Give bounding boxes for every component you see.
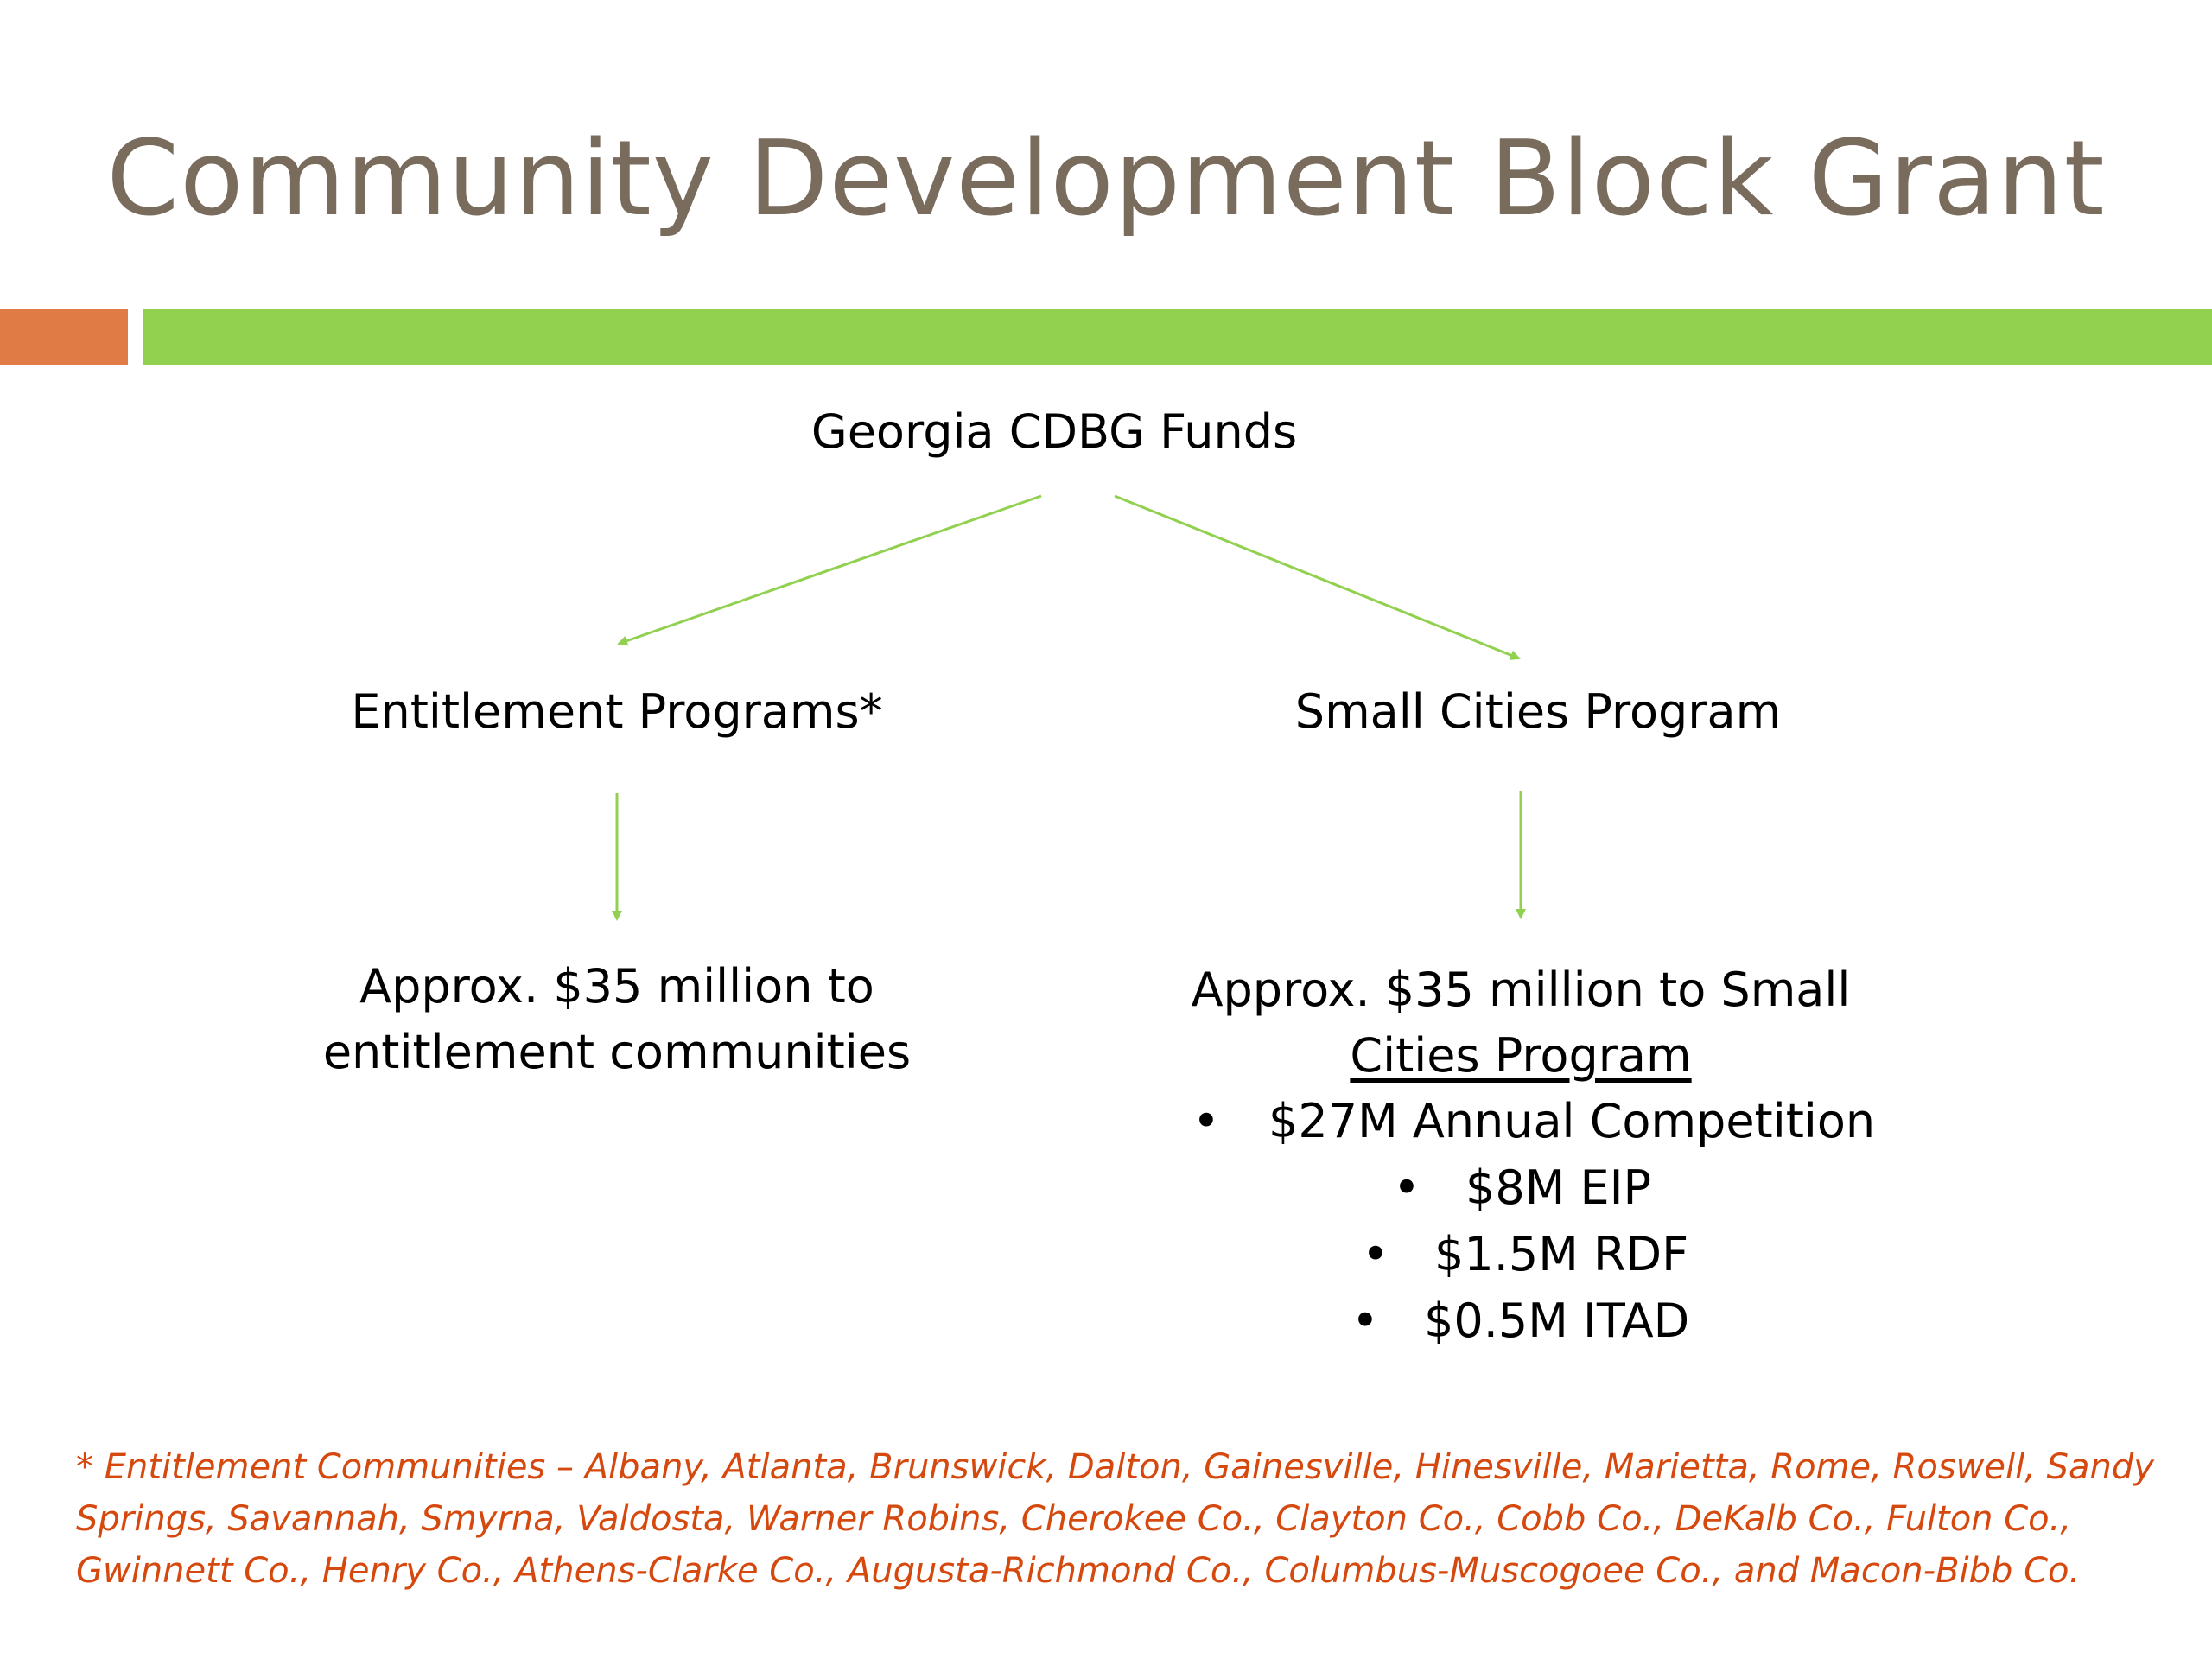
small-cities-amount-line2: Cities Program	[1350, 1028, 1692, 1083]
entitlement-programs-label: Entitlement Programs*	[351, 684, 883, 739]
entitlement-amount-line2: entitlement communities	[322, 1025, 912, 1079]
bullet-item	[1175, 1222, 1936, 1288]
arrow-root-to-small-cities	[1115, 496, 1519, 658]
small-cities-amount-text	[1106, 957, 1936, 1089]
bullet-text: $0.5M ITAD	[1424, 1294, 1690, 1348]
bullet-icon: •	[1362, 1227, 1389, 1281]
arrow-root-to-entitlement	[619, 496, 1041, 644]
slide-title: Community Development Block Grant	[106, 119, 2106, 239]
bullet-text: $1.5M RDF	[1434, 1227, 1689, 1281]
bullet-icon: •	[1351, 1294, 1379, 1348]
bullet-icon: •	[1393, 1160, 1421, 1215]
bullet-item	[1175, 1288, 1936, 1355]
entitlement-amount-line1: Approx. $35 million to	[359, 959, 874, 1014]
bullet-item	[1175, 1089, 1936, 1155]
small-cities-program-label: Small Cities Program	[1294, 684, 1782, 739]
root-node-label: Georgia CDBG Funds	[810, 404, 1298, 459]
bullet-icon: •	[1192, 1094, 1220, 1148]
bullet-item	[1175, 1155, 1936, 1222]
small-cities-bullet-list	[1175, 1089, 1936, 1355]
entitlement-amount-text	[271, 954, 963, 1085]
entitlement-communities-footnote: * Entitlement Communities – Albany, Atlanta, Brunswick, Dalton, Gainesville, Hinesville, Marietta, Rome, Roswell, Sandy Springs, Savannah, Smyrna, Valdosta, Warner Robins, Cherokee Co., Clayton Co., Cobb Co., DeKalb Co., Fulton Co., Gwinnett Co., Henry Co., Athens-Clarke Co., Augusta-Richmond Co., Columbus-Muscogoee Co., and Macon-Bibb Co.	[76, 1447, 2154, 1591]
small-cities-amount-line1: Approx. $35 million to Small	[1191, 963, 1851, 1017]
bullet-text: $8M EIP	[1465, 1160, 1652, 1215]
bullet-text: $27M Annual Competition	[1268, 1094, 1876, 1148]
